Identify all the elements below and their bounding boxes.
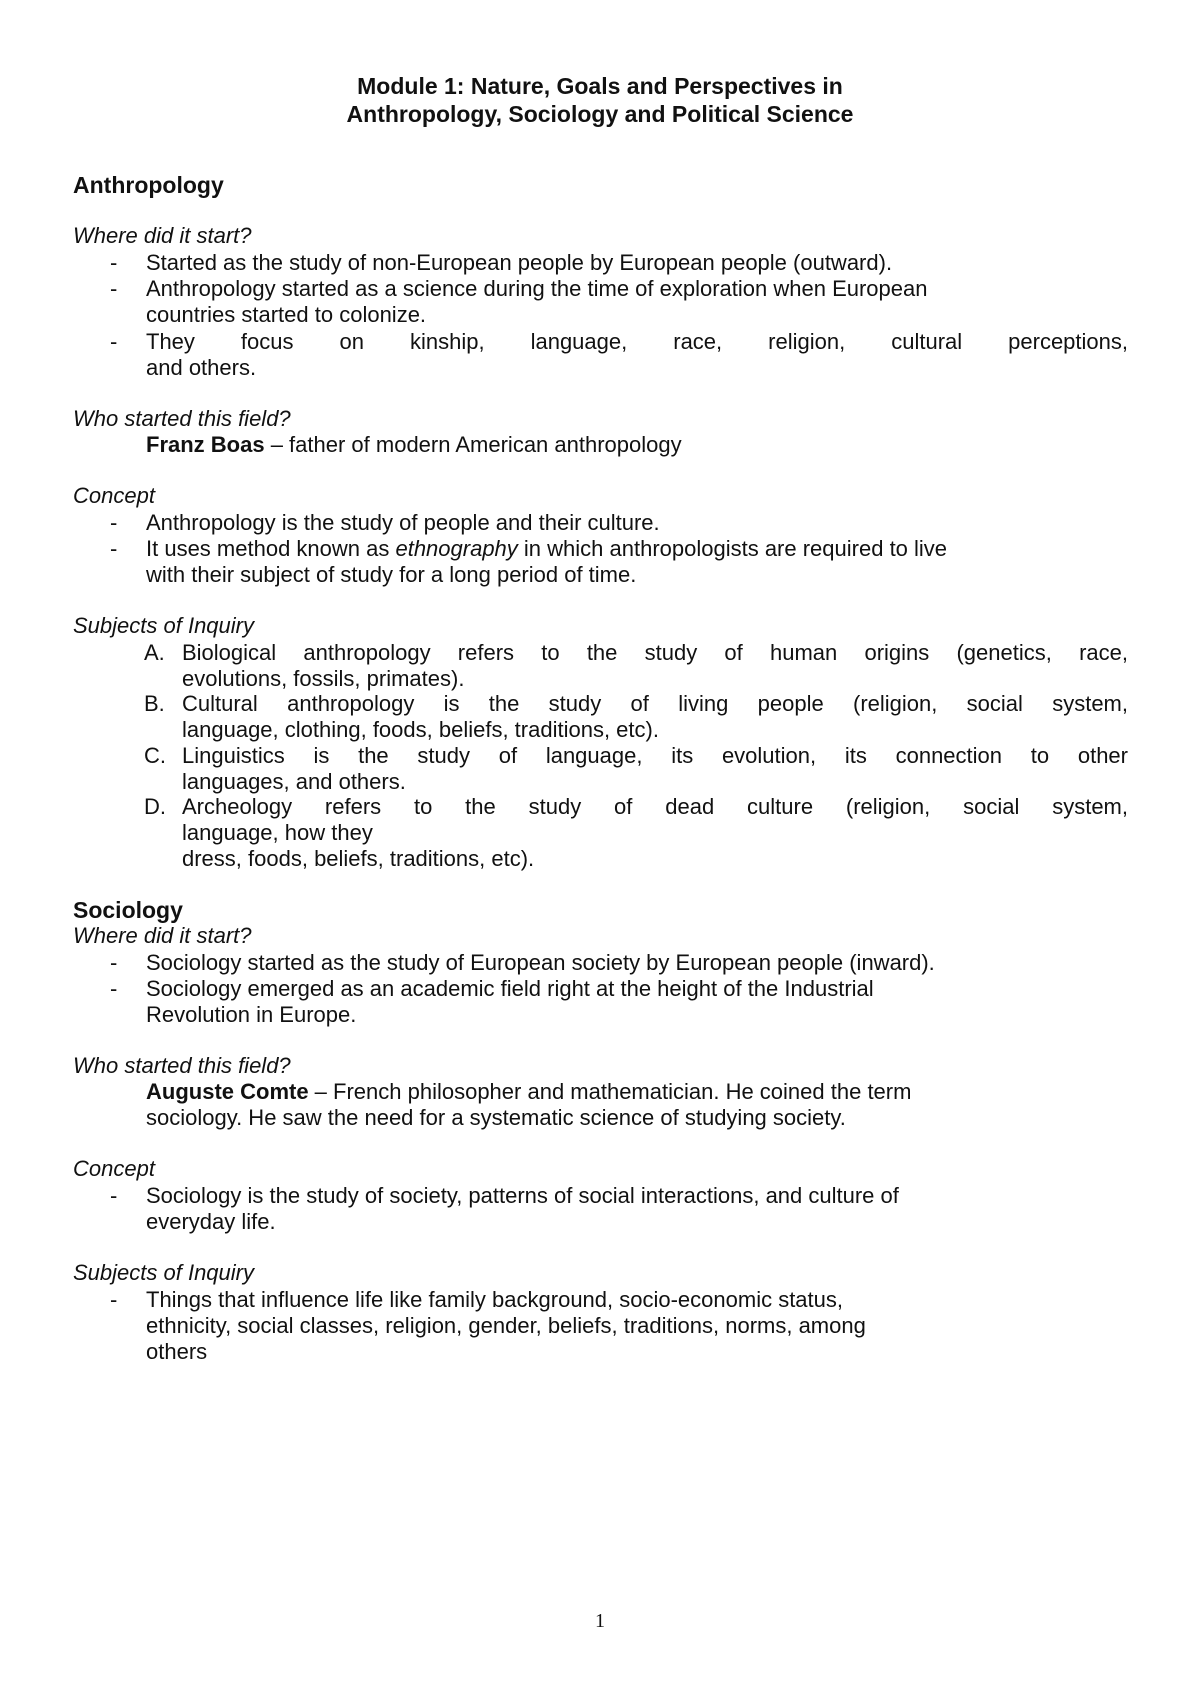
list-item: Sociology emerged as an academic field right at the height of the Industrial bbox=[146, 976, 874, 1001]
list-item-continuation: ethnicity, social classes, religion, gender, beliefs, traditions, norms, among bbox=[146, 1313, 866, 1338]
list-item-continuation: Revolution in Europe. bbox=[146, 1002, 357, 1027]
bullet-dash: - bbox=[110, 950, 118, 975]
page-number: 1 bbox=[595, 1610, 605, 1632]
founder-line bbox=[146, 431, 682, 459]
list-item-continuation: and others. bbox=[146, 355, 257, 380]
founder-line bbox=[146, 1078, 911, 1106]
founder-description: – French philosopher and mathematician. He coined the term bbox=[308, 1079, 912, 1104]
list-item-continuation: others bbox=[146, 1339, 208, 1364]
bullet-dash: - bbox=[110, 1183, 118, 1208]
subheading-where-start: Where did it start? bbox=[73, 223, 252, 248]
bullet-dash: - bbox=[110, 329, 118, 354]
subheading-inquiry: Subjects of Inquiry bbox=[73, 613, 254, 638]
list-item: Archeology refers to the study of dead culture (religion, social system, bbox=[182, 794, 1128, 819]
bullet-dash: - bbox=[110, 276, 118, 301]
list-item: Linguistics is the study of language, its evolution, its connection to other bbox=[182, 743, 1128, 768]
list-item-continuation: with their subject of study for a long period of time. bbox=[146, 562, 637, 587]
list-item: Started as the study of non-European people by European people (outward). bbox=[146, 250, 893, 275]
text-run: It uses method known as bbox=[146, 536, 396, 561]
list-item: Sociology started as the study of European society by European people (inward). bbox=[146, 950, 935, 975]
list-item-continuation: everyday life. bbox=[146, 1209, 276, 1234]
list-item-continuation: dress, foods, beliefs, traditions, etc). bbox=[182, 846, 535, 871]
bullet-dash: - bbox=[110, 250, 118, 275]
subheading-inquiry: Subjects of Inquiry bbox=[73, 1260, 254, 1285]
term-ethnography: ethnography bbox=[395, 536, 518, 561]
list-item: Things that influence life like family background, socio-economic status, bbox=[146, 1287, 844, 1312]
subheading-who-started: Who started this field? bbox=[73, 406, 291, 431]
bullet-dash: - bbox=[110, 976, 118, 1001]
list-item-continuation: language, clothing, foods, beliefs, traditions, etc). bbox=[182, 717, 659, 742]
subheading-concept: Concept bbox=[73, 1156, 155, 1181]
list-letter: D. bbox=[144, 794, 166, 819]
founder-name: Franz Boas bbox=[146, 432, 265, 457]
bullet-dash: - bbox=[110, 510, 118, 535]
list-item: Anthropology is the study of people and their culture. bbox=[146, 510, 660, 535]
list-letter: B. bbox=[144, 691, 165, 716]
list-item: Anthropology started as a science during the time of exploration when European bbox=[146, 276, 928, 301]
list-item-continuation: languages, and others. bbox=[182, 769, 406, 794]
bullet-dash: - bbox=[110, 1287, 118, 1312]
founder-line-continuation: sociology. He saw the need for a systematic science of studying society. bbox=[146, 1105, 846, 1130]
section-heading-sociology: Sociology bbox=[73, 897, 183, 923]
page-title-line-2: Anthropology, Sociology and Political Science bbox=[346, 101, 854, 127]
page-title-line-1: Module 1: Nature, Goals and Perspectives in bbox=[357, 73, 843, 99]
subheading-concept: Concept bbox=[73, 483, 155, 508]
section-heading-anthropology: Anthropology bbox=[73, 172, 224, 198]
bullet-dash: - bbox=[110, 536, 118, 561]
list-item-continuation: countries started to colonize. bbox=[146, 302, 427, 327]
list-item: Biological anthropology refers to the study of human origins (genetics, race, bbox=[182, 640, 1128, 665]
list-item: They focus on kinship, language, race, religion, cultural perceptions, bbox=[146, 329, 1128, 354]
list-item: Sociology is the study of society, patterns of social interactions, and culture of bbox=[146, 1183, 899, 1208]
founder-description: – father of modern American anthropology bbox=[264, 432, 682, 457]
subheading-who-started: Who started this field? bbox=[73, 1053, 291, 1078]
text-run: in which anthropologists are required to live bbox=[517, 536, 948, 561]
list-item bbox=[146, 535, 947, 563]
list-item-continuation: language, how they bbox=[182, 820, 373, 845]
founder-name: Auguste Comte bbox=[146, 1079, 309, 1104]
list-letter: C. bbox=[144, 743, 166, 768]
list-letter: A. bbox=[144, 640, 165, 665]
subheading-where-start: Where did it start? bbox=[73, 923, 252, 948]
list-item: Cultural anthropology is the study of living people (religion, social system, bbox=[182, 691, 1128, 716]
list-item-continuation: evolutions, fossils, primates). bbox=[182, 666, 465, 691]
